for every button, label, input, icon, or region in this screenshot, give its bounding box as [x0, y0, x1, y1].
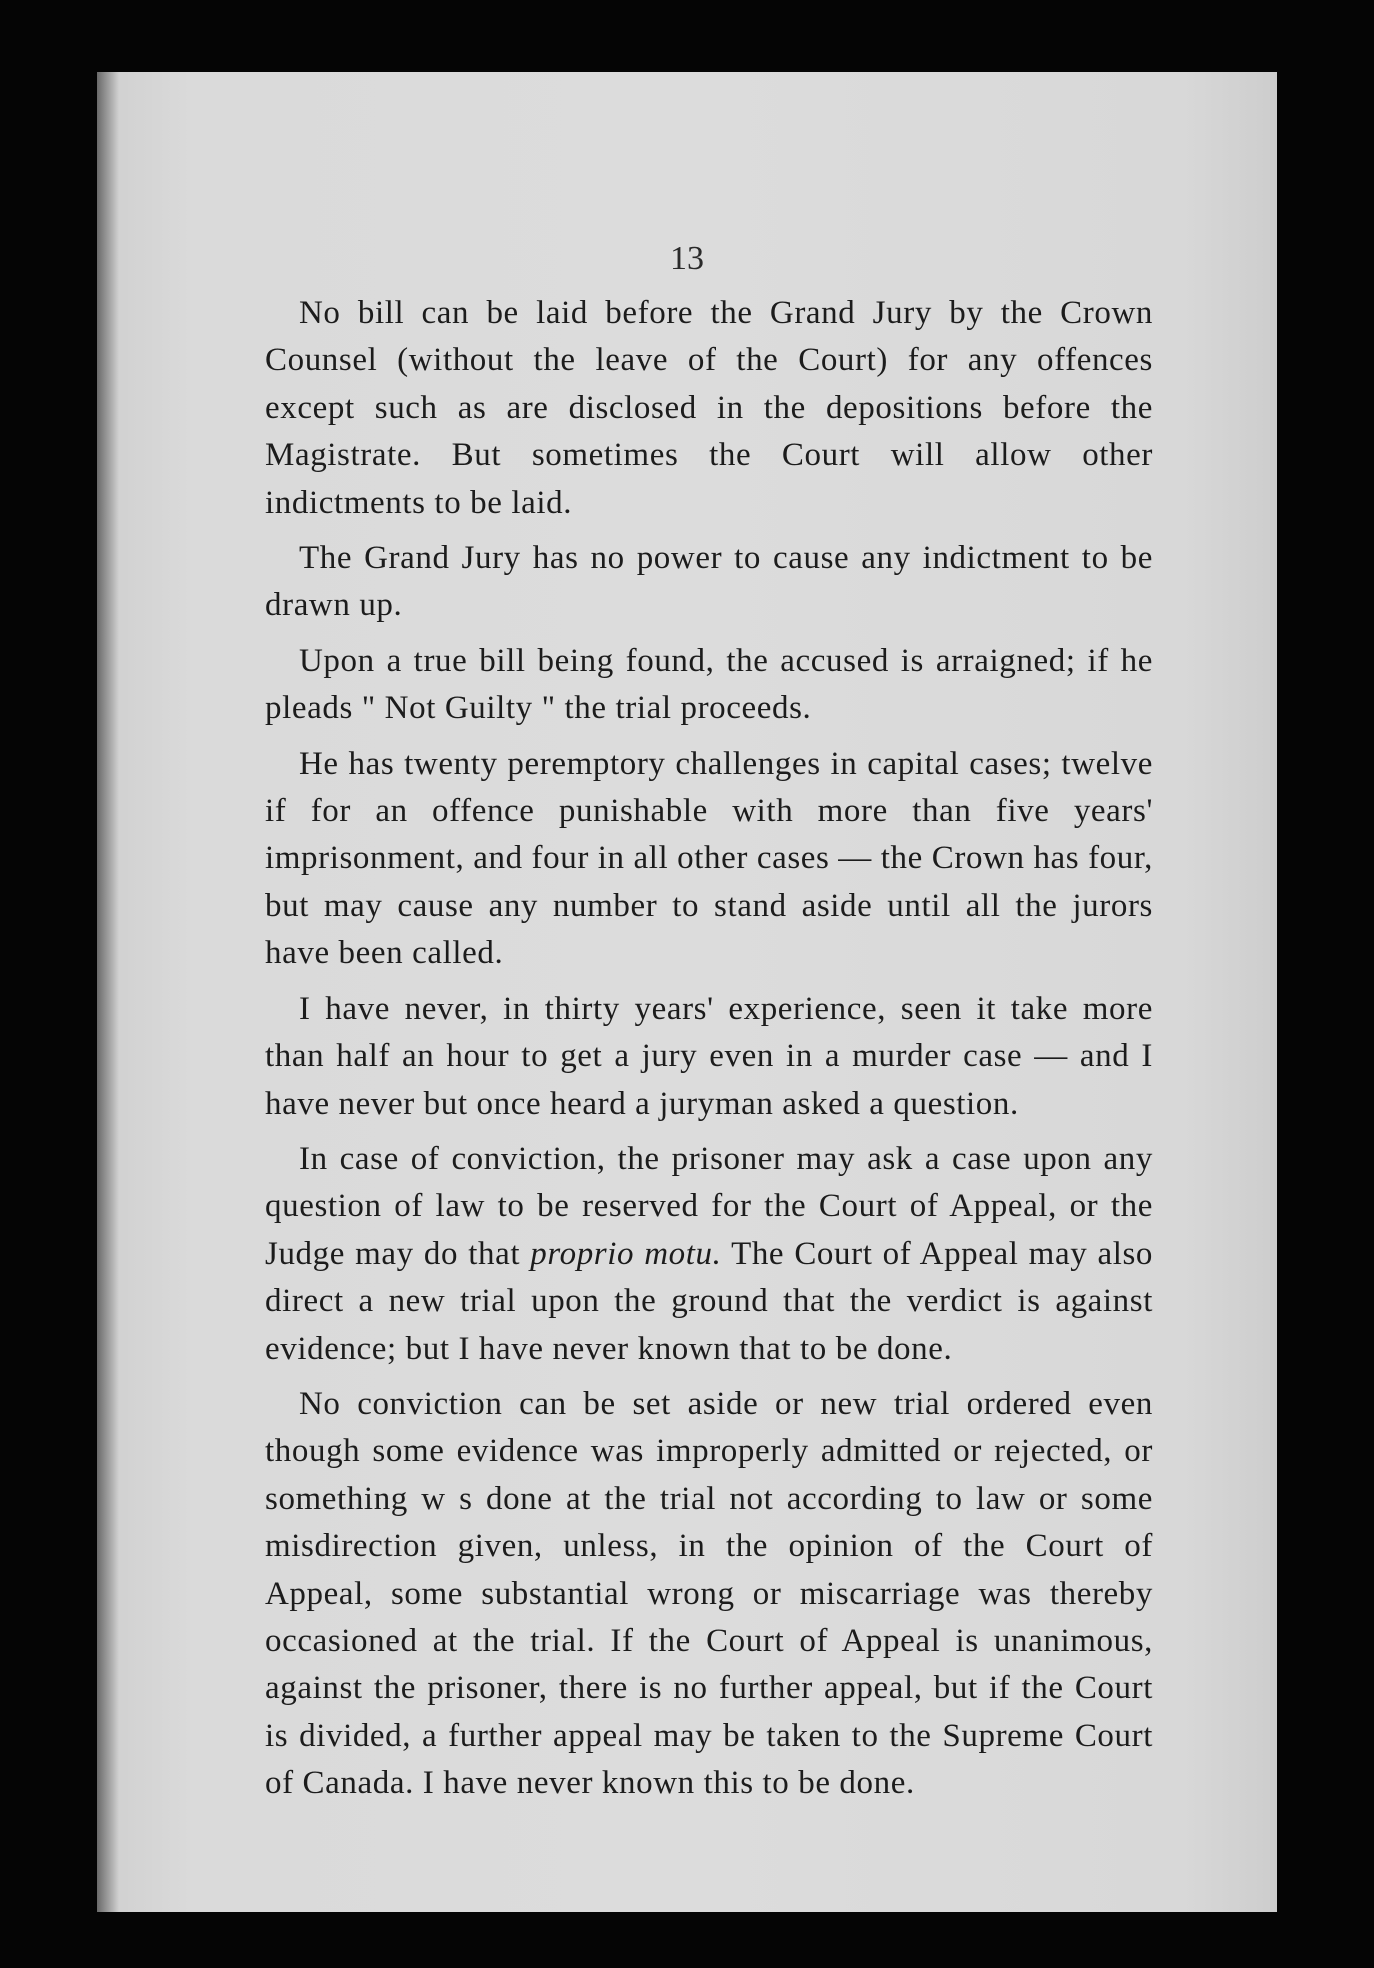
paragraph-grand-jury-bill: No bill can be laid before the Grand Jury by the Crown Counsel (without the leave of the Court) for any offences except such as are disclosed in the depositions before the Magistrate. But sometimes the Court will allow other indictments to be laid. [265, 295, 1153, 521]
body-text [265, 290, 1153, 1816]
book-page [97, 72, 1277, 1912]
paragraph-conviction-appeal [265, 1136, 1153, 1373]
paragraph-experience: I have never, in thirty years' experience, seen it take more than half an hour to get a jury even in a murder case — and I have never but once heard a juryman asked a question. [265, 990, 1153, 1122]
page-number: 13 [670, 240, 704, 277]
paragraph-text: The Court of Appeal may also direct a new trial upon the ground that the verdict is against evidence; but I have never known that to be done. [265, 1235, 1154, 1367]
page-gutter-shadow [97, 72, 119, 1912]
paragraph-grand-jury-power: The Grand Jury has no power to cause any indictment to be drawn up. [265, 540, 1153, 624]
paragraph-text: In case of conviction, the prisoner may ask a case upon any question of law to be reserved for the Court of Appeal, or the Judge may do that [265, 1140, 1153, 1272]
italic-phrase: proprio motu. [530, 1235, 722, 1272]
paragraph-set-aside: No conviction can be set aside or new trial ordered even though some evidence was improperly admitted or rejected, or something w s done at the trial not according to law or some misdirection given, unless, in the opinion of the Court of Appeal, some substantial wrong or miscarriage was thereby occasioned at the trial. If the Court of Appeal is unanimous, against the prisoner, there is no further appeal, but if the Court is divided, a further appeal may be taken to the Supreme Court of Canada. I have never known this to be done. [265, 1385, 1153, 1802]
paragraph-challenges: He has twenty peremptory challenges in capital cases; twelve if for an offence punishable with more than five years' imprisonment, and four in all other cases — the Crown has four, but may cause any number to stand aside until all the jurors have been called. [265, 745, 1153, 972]
paragraph-true-bill: Upon a true bill being found, the accused is arraigned; if he pleads " Not Guilty " the trial proceeds. [265, 642, 1153, 727]
